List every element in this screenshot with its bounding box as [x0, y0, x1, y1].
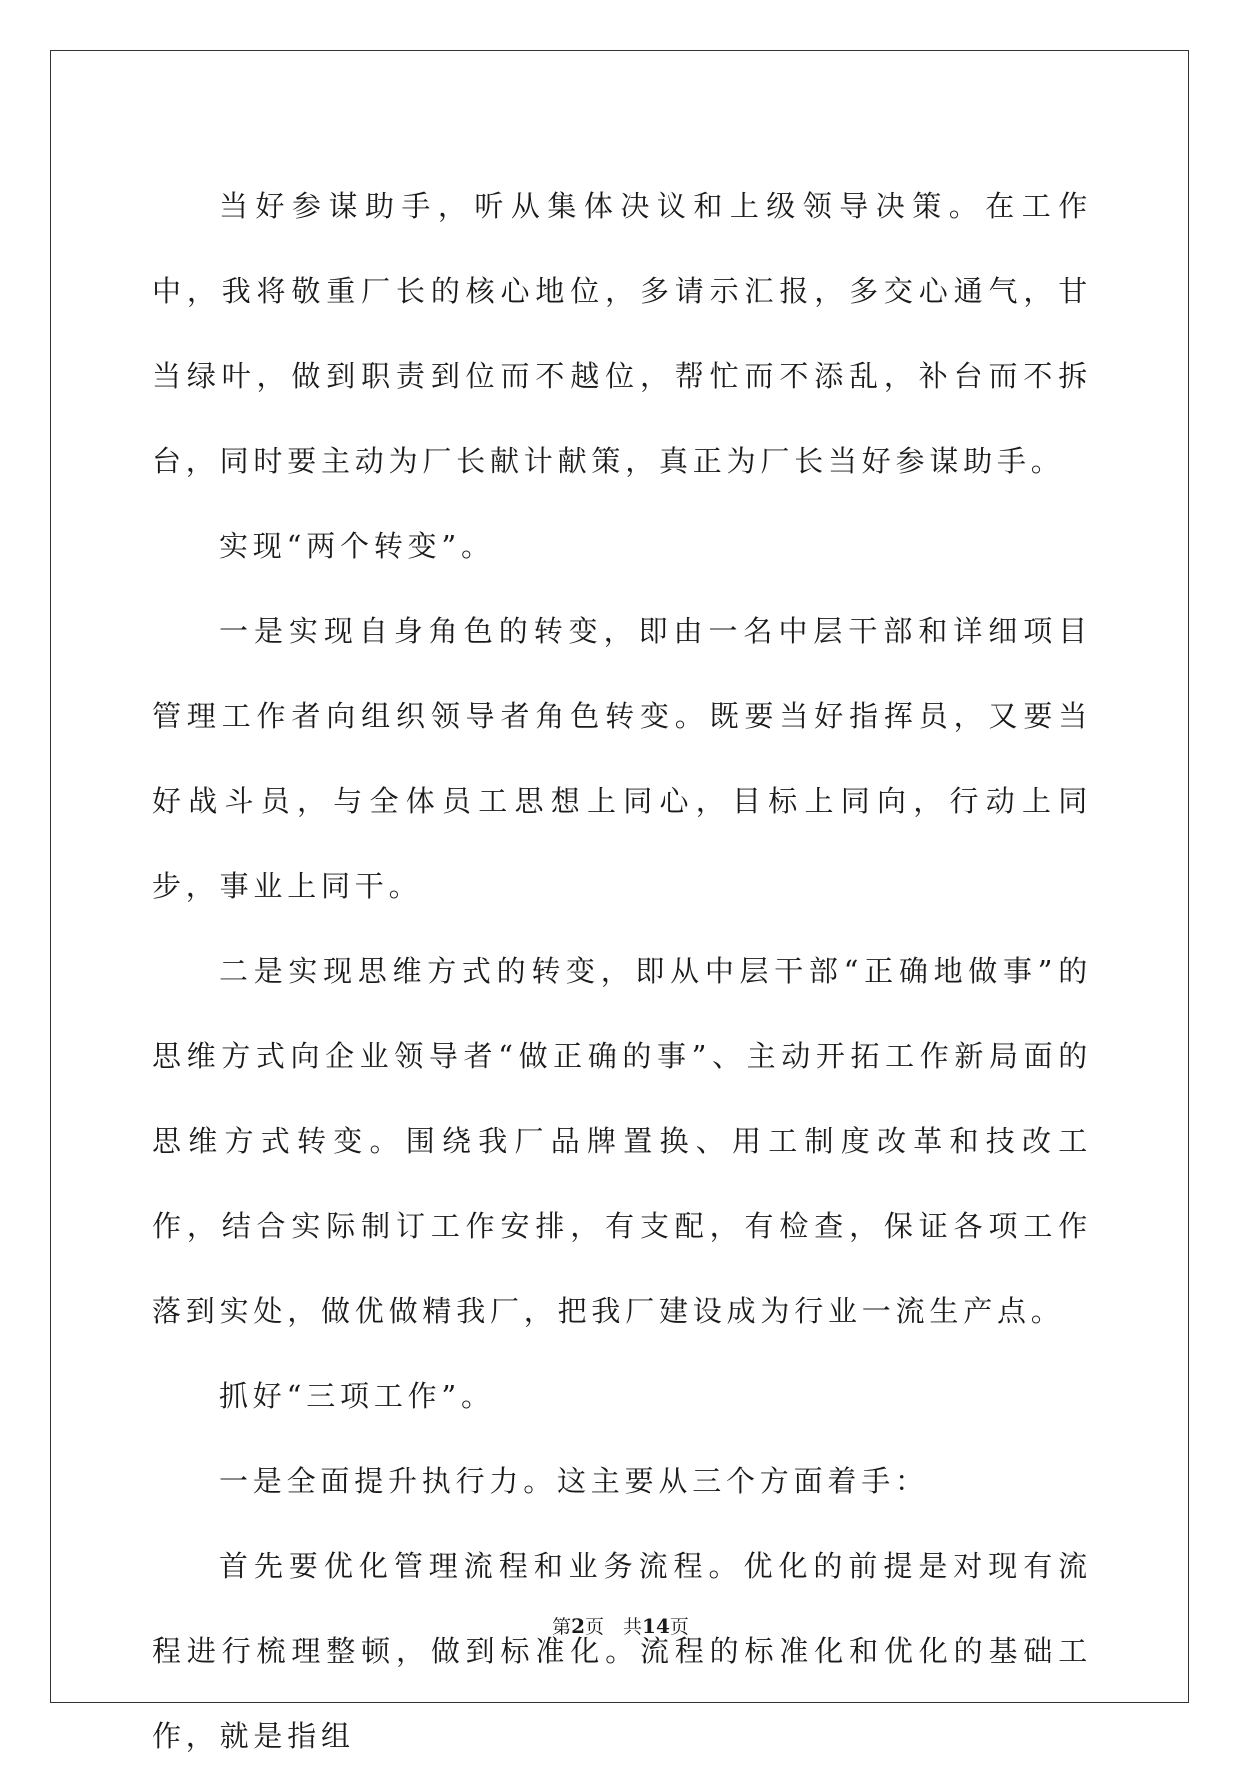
current-page-number: 2 [571, 1614, 586, 1638]
paragraph: 二是实现思维方式的转变，即从中层干部“正确地做事”的思维方式向企业领导者“做正确的事”、主动开拓工作新局面的思维方式转变。围绕我厂品牌置换、用工制度改革和技改工作，结合实际制订工作安排，有支配，有检查，保证各项工作落到实处，做优做精我厂，把我厂建设成为行业一流生产点。 [152, 954, 1092, 1328]
paragraph: 一是实现自身角色的转变，即由一名中层干部和详细项目管理工作者向组织领导者角色转变。既要当好指挥员，又要当好战斗员，与全体员工思想上同心，目标上同向，行动上同步，事业上同干。 [152, 614, 1092, 903]
total-pages-number: 14 [642, 1614, 670, 1638]
document-body [152, 164, 1092, 1779]
paragraph: 抓好“三项工作”。 [219, 1379, 495, 1413]
footer-prefix: 第 [552, 1616, 572, 1638]
paragraph: 实现“两个转变”。 [219, 529, 495, 563]
footer-middle: 页 共 [585, 1616, 643, 1638]
page-footer [0, 1612, 1241, 1639]
paragraph: 当好参谋助手，听从集体决议和上级领导决策。在工作中，我将敬重厂长的核心地位，多请示汇报，多交心通气，甘当绿叶，做到职责到位而不越位，帮忙而不添乱，补台而不拆台，同时要主动为厂长献计献策，真正为厂长当好参谋助手。 [152, 189, 1092, 478]
paragraph: 一是全面提升执行力。这主要从三个方面着手： [219, 1464, 929, 1498]
paragraph: 首先要优化管理流程和业务流程。优化的前提是对现有流程进行梳理整顿，做到标准化。流程的标准化和优化的基础工作，就是指组 [152, 1549, 1092, 1753]
footer-suffix: 页 [669, 1616, 689, 1638]
